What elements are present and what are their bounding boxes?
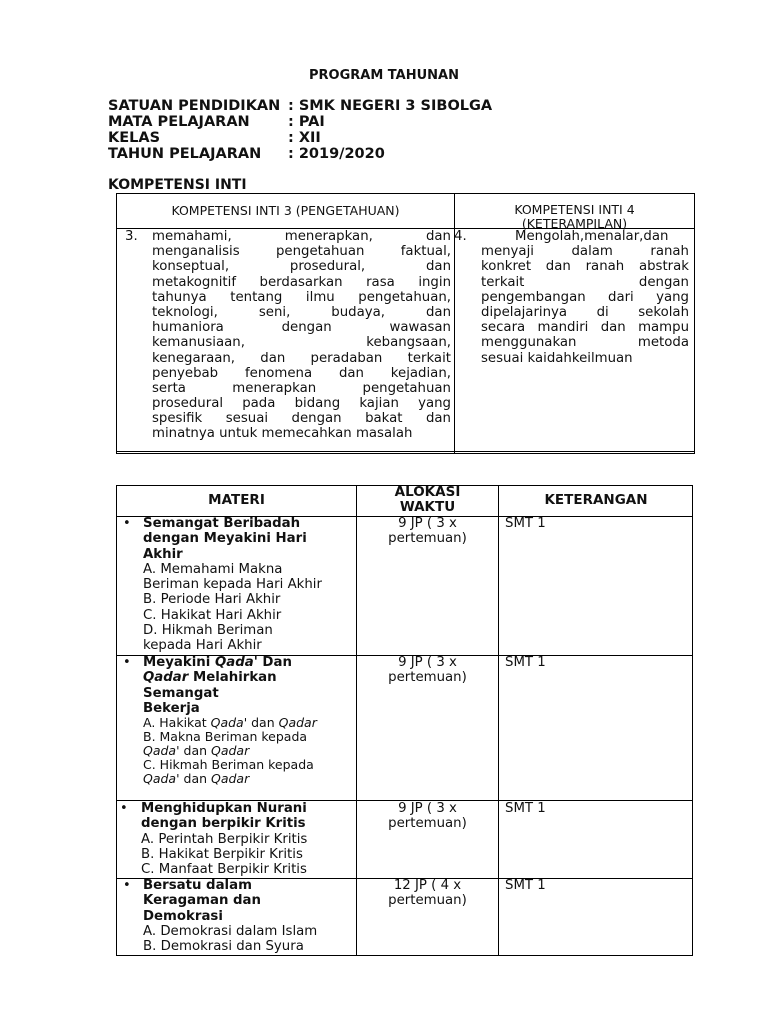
materi-title: Bersatu dalam (143, 878, 252, 893)
paragraph-line: humaniora dengan wawasan (152, 320, 451, 336)
materi-item: Qada' dan Qadar (143, 743, 250, 759)
row-bullet: • (123, 878, 131, 893)
alokasi-cell (357, 655, 498, 686)
keterangan-cell: SMT 1 (505, 516, 546, 531)
paragraph-line: konkret dan ranah abstrak (481, 259, 689, 275)
ki3-number: 3. (125, 229, 138, 244)
alokasi-line: pertemuan) (388, 893, 467, 909)
materi-item: D. Hikmah Beriman (143, 623, 273, 639)
ki4-number: 4. (454, 229, 467, 244)
ki4-header-line1: KOMPETENSI INTI 4 (514, 202, 635, 217)
keterangan-cell: SMT 1 (505, 655, 546, 670)
row-bullet: • (123, 516, 131, 531)
materi-title: Keragaman dan (143, 893, 261, 909)
materi-item: A. Hakikat Qada' dan Qadar (143, 715, 317, 731)
paragraph-line: spesifik sesuai dengan bakat dan (152, 411, 451, 427)
header-alokasi-line1: ALOKASI (394, 484, 461, 500)
materi-item: B. Makna Beriman kepada (143, 729, 308, 745)
materi-item: B. Hakikat Berpikir Kritis (141, 846, 303, 862)
materi-item: C. Manfaat Berpikir Kritis (141, 862, 307, 878)
materi-cell (143, 516, 355, 654)
materi-title: dengan Meyakini Hari (143, 531, 307, 547)
paragraph-line: konseptual, prosedural, dan (152, 259, 451, 275)
paragraph-line: menganalisis pengetahuan faktual, (152, 244, 451, 260)
alokasi-line: pertemuan) (388, 816, 467, 832)
materi-title (143, 655, 355, 670)
info-value: XII (298, 130, 321, 146)
row-bullet: • (120, 801, 128, 816)
ki4-header (455, 203, 694, 231)
alokasi-line: 12 JP ( 4 x (393, 878, 462, 893)
kompetensi-heading: KOMPETENSI INTI (108, 177, 247, 193)
materi-item: C. Hikmah Beriman kepada (143, 757, 314, 773)
info-sep: : (288, 130, 294, 146)
ki4-header-line2: (KETERAMPILAN) (521, 216, 628, 231)
info-row-tahun (108, 146, 492, 162)
materi-item: B. Demokrasi dan Syura (143, 939, 304, 955)
paragraph-line: terkait dengan (481, 274, 689, 290)
ki3-text (152, 229, 451, 442)
info-row-kelas (108, 130, 492, 146)
paragraph-line: memahami, menerapkan, dan (152, 229, 451, 244)
ki3-header: KOMPETENSI INTI 3 (PENGETAHUAN) (171, 203, 400, 218)
info-row-mapel (108, 114, 492, 130)
alokasi-cell (357, 516, 498, 547)
paragraph-line: menyaji dalam ranah (481, 244, 689, 260)
materi-item: A. Demokrasi dalam Islam (143, 923, 318, 939)
info-sep: : (288, 98, 294, 114)
alokasi-line: pertemuan) (388, 531, 467, 547)
paragraph-line: sesuai kaidahkeilmuan (481, 350, 633, 366)
paragraph-line: tahunya tentang ilmu pengetahuan, (152, 289, 451, 305)
paragraph-line: metakognitif berdasarkan rasa ingin (152, 274, 451, 290)
paragraph-line: penyebab fenomena dan kejadian, (152, 365, 451, 381)
identity-block (108, 98, 492, 162)
info-label: TAHUN PELAJARAN (108, 146, 262, 162)
alokasi-line: 9 JP ( 3 x (398, 801, 457, 816)
ki-bottom-line (116, 451, 695, 452)
materi-title: Semangat Beribadah (143, 516, 301, 531)
materi-title: Menghidupkan Nurani (141, 801, 307, 816)
materi-cell (141, 801, 355, 877)
header-alokasi-line2: WAKTU (399, 499, 456, 515)
paragraph-line: serta menerapkan pengetahuan (152, 380, 451, 396)
materi-cell (143, 878, 355, 954)
info-label: MATA PELAJARAN (108, 114, 250, 130)
info-label: KELAS (108, 130, 161, 146)
paragraph-line: Mengolah,menalar,dan (515, 229, 669, 244)
materi-item: A. Perintah Berpikir Kritis (141, 831, 308, 847)
alokasi-cell (357, 801, 498, 832)
materi-title-text: Meyakini Qada' Dan (143, 655, 292, 670)
keterangan-cell: SMT 1 (505, 801, 546, 816)
materi-item: Beriman kepada Hari Akhir (143, 577, 322, 593)
alokasi-line: 9 JP ( 3 x (398, 516, 457, 531)
paragraph-line: pengembangan dari yang (481, 289, 689, 305)
paragraph-line: menggunakan metoda (481, 335, 689, 351)
materi-item: kepada Hari Akhir (143, 638, 262, 654)
materi-title: Semangat (143, 685, 219, 701)
paragraph-line: minatnya untuk memecahkan masalah (152, 426, 413, 442)
paragraph-line: secara mandiri dan mampu (481, 320, 689, 336)
materi-title: dengan berpikir Kritis (141, 816, 306, 832)
col-divider-2 (498, 485, 499, 956)
info-label: SATUAN PENDIDIKAN (108, 98, 281, 114)
paragraph-line: teknologi, seni, budaya, dan (152, 304, 451, 320)
materi-title (143, 670, 355, 685)
header-keterangan: KETERANGAN (544, 492, 648, 508)
header-materi: MATERI (208, 492, 265, 508)
keterangan-cell: SMT 1 (505, 878, 546, 893)
materi-cell (143, 655, 355, 786)
materi-item: A. Memahami Makna (143, 561, 283, 577)
paragraph-line: prosedural pada bidang kajian yang (152, 396, 451, 412)
info-value: PAI (298, 114, 325, 130)
alokasi-line: pertemuan) (388, 670, 467, 686)
info-value: SMK NEGERI 3 SIBOLGA (298, 98, 493, 114)
info-sep: : (288, 146, 294, 162)
materi-title: Akhir (143, 546, 183, 562)
materi-item: C. Hakikat Hari Akhir (143, 607, 282, 623)
info-row-satuan (108, 98, 492, 114)
ki4-text (481, 229, 689, 366)
row-bullet: • (123, 655, 131, 670)
paragraph-line: kenegaraan, dan peradaban terkait (152, 350, 451, 366)
document-title: PROGRAM TAHUNAN (309, 68, 459, 83)
alokasi-cell (357, 878, 498, 909)
info-value: 2019/2020 (298, 146, 385, 162)
materi-title: Demokrasi (143, 908, 223, 924)
paragraph-line: kemanusiaan, kebangsaan, (152, 335, 451, 351)
materi-item: Qada' dan Qadar (143, 771, 250, 787)
materi-item: B. Periode Hari Akhir (143, 592, 281, 608)
alokasi-line: 9 JP ( 3 x (398, 655, 457, 670)
info-sep: : (288, 114, 294, 130)
paragraph-line: dipelajarinya di sekolah (481, 304, 689, 320)
materi-title: Bekerja (143, 700, 200, 716)
header-alokasi (357, 485, 498, 515)
materi-title-text: Qadar Melahirkan (143, 670, 277, 686)
